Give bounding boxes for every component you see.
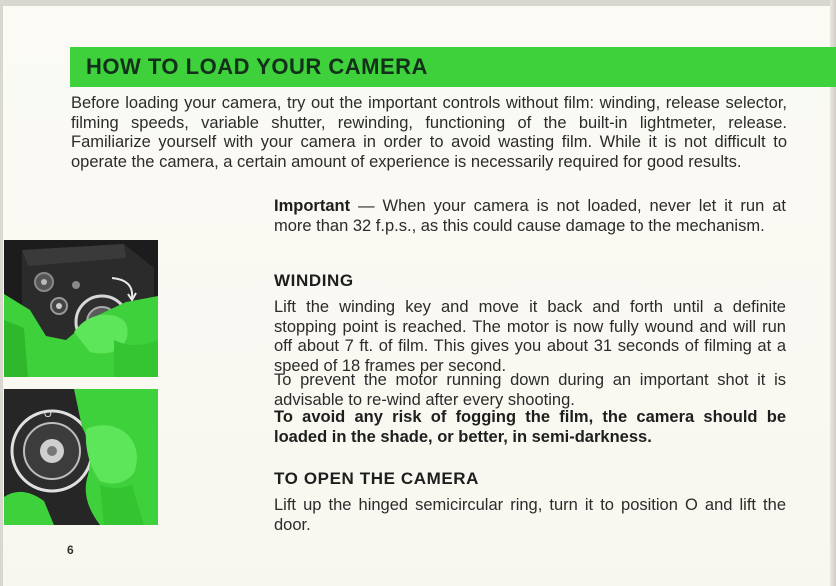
page-number: 6: [67, 543, 74, 557]
important-text: — When your camera is not loaded, never let it run at more than 32 f.p.s., as this could cause damage to the mechanism.: [274, 197, 786, 235]
important-note: [274, 197, 786, 236]
camera-winding-key-photo: [4, 240, 158, 377]
open-camera-paragraph: Lift up the hinged semicircular ring, turn it to position O and lift the door.: [274, 496, 786, 534]
camera-ring-photo: [4, 389, 158, 525]
winding-heading: WINDING: [274, 271, 354, 290]
svg-text:O: O: [44, 409, 52, 420]
page-right-edge: [830, 0, 836, 586]
title-banner: [70, 47, 836, 87]
winding-paragraph-2: To prevent the motor running down during an important shot it is advisable to re-wind after every shooting.: [274, 371, 786, 409]
fogging-warning: To avoid any risk of fogging the film, the camera should be loaded in the shade, or better, in semi-darkness.: [274, 408, 786, 446]
important-label: Important: [274, 197, 351, 215]
page-left-edge: [0, 0, 3, 586]
page-top-edge: [0, 0, 836, 6]
open-camera-heading: TO OPEN THE CAMERA: [274, 469, 480, 488]
camera-ring-illustration: [4, 389, 158, 525]
camera-winding-illustration: [4, 240, 158, 377]
page-title: HOW TO LOAD YOUR CAMERA: [86, 54, 428, 79]
intro-paragraph: Before loading your camera, try out the important controls without film: winding, release selector, filming speeds, variable shutter, rewinding, functioning of the built-in lightmeter, release. Familiarize yourself with your camera in order to avoid wasting film. While it is not difficult to operate the camera, a certain amount of experience is necessarily required for good results.: [71, 94, 787, 171]
winding-paragraph-1: Lift the winding key and move it back and forth until a definite stopping point is reached. The motor is now fully wound and will run off about 7 ft. of film. This gives you about 31 seconds of filming at a speed of 18 frames per second.: [274, 298, 786, 375]
